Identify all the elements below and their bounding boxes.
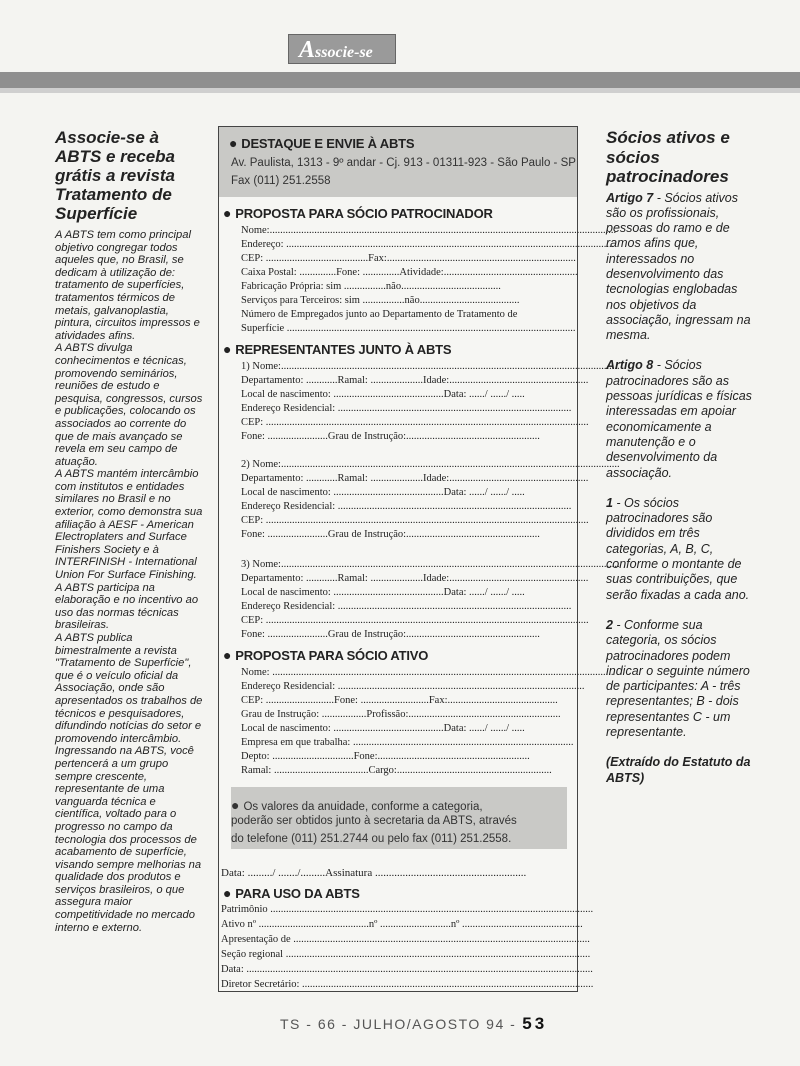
form-field-line[interactable]: Endereço Residencial: ......................................................................................... — [241, 601, 572, 612]
bullet-icon: ● — [231, 797, 240, 813]
right-paragraph: Artigo 8 - Sócios patrocinadores são as pessoas jurídicas e físicas interessadas em apoiar economicamente a manutenção e o desenvolvimento da associação. — [606, 358, 752, 480]
form-field-line[interactable]: Nome: .................................................................................................................................. — [241, 667, 614, 678]
signature-line[interactable]: Data: ........./ ......./.........Assinatura ....................................................... — [221, 867, 527, 879]
annuity-note-line: do telefone (011) 251.2744 ou pelo fax (011) 251.2558. — [231, 833, 512, 845]
form-field-line[interactable]: 2) Nome:................................................................................................................................. — [241, 459, 620, 470]
section-tab-label: ssocie-se — [315, 44, 373, 61]
section-title-sponsor: ● PROPOSTA PARA SÓCIO PATROCINADOR — [223, 205, 493, 221]
form-field-line[interactable]: CEP: .......................................Fax:........................................................................ — [241, 253, 576, 264]
right-title: Sócios ativos e sócios patrocinadores — [606, 128, 730, 186]
bullet-icon: ● — [223, 885, 232, 901]
form-field-line[interactable]: Patrimônio ........................................................................................................................... — [221, 904, 594, 915]
form-field-line[interactable]: Caixa Postal: ..............Fone: ..............Atividade:................................................... — [241, 267, 578, 278]
form-field-line[interactable]: Ramal: ....................................Cargo:........................................................... — [241, 765, 552, 776]
header-bar-light — [0, 88, 800, 93]
left-paragraph: A ABTS participa na elaboração e no incentivo ao uso das normas técnicas brasileiras. — [55, 581, 199, 632]
form-field-line[interactable]: CEP: ........................................................................................................................... — [241, 615, 589, 626]
form-field-line[interactable]: CEP: ........................................................................................................................... — [241, 417, 589, 428]
footer-issue: TS - 66 - JULHO/AGOSTO 94 - — [280, 1016, 517, 1032]
left-title: Associe-se à ABTS e receba grátis a revista Tratamento de Superfície — [55, 128, 176, 223]
page-footer — [280, 1014, 547, 1034]
form-field-line[interactable]: Local de nascimento: ..........................................Data: ....../ ....../ ..... — [241, 389, 525, 400]
form-field-line[interactable]: Endereço Residencial: ......................................................................................... — [241, 501, 572, 512]
form-field-line[interactable]: Grau de Instrução: .................Profissão:.......................................................... — [241, 709, 561, 720]
form-field-line[interactable]: Local de nascimento: ..........................................Data: ....../ ....../ ..... — [241, 723, 525, 734]
right-body — [606, 191, 756, 786]
form-field-line[interactable]: Endereço: ............................................................................................................................. — [241, 239, 615, 250]
bullet-icon: ● — [223, 205, 232, 221]
left-paragraph: A ABTS divulga conhecimentos e técnicas, promovendo seminários, reuniões de estudo e pesquisa, congressos, cursos e publicações, colocando os associados ao corrente do que de mais avançado se revela em seu campo de atuação. — [55, 342, 203, 468]
form-field-line[interactable]: Local de nascimento: ..........................................Data: ....../ ....../ ..... — [241, 487, 525, 498]
form-field-line[interactable]: 3) Nome:................................................................................................................................. — [241, 559, 620, 570]
form-field-line[interactable]: Endereço Residencial: ......................................................................................... — [241, 403, 572, 414]
form-field-line[interactable]: Fone: .......................Grau de Instrução:................................................... — [241, 529, 540, 540]
form-field-line[interactable]: 1) Nome:................................................................................................................................. — [241, 361, 620, 372]
right-column — [606, 128, 756, 801]
form-field-line[interactable]: Data: .................................................................................................................................... — [221, 964, 593, 975]
left-column — [55, 128, 205, 934]
right-source-note: (Extraído do Estatuto da ABTS) — [606, 755, 751, 785]
left-paragraph: A ABTS tem como principal objetivo congregar todos aqueles que, no Brasil, se dedicam à utilização de: tratamento de superfícies, tratamentos térmicos de metais, galvanoplastia, pintura, circuitos impressos e atividades afins. — [55, 229, 200, 342]
form-field-line[interactable]: Fabricação Própria: sim ................não...................................... — [241, 281, 501, 292]
page-number: 53 — [522, 1014, 548, 1033]
form-field-line[interactable]: Empresa em que trabalha: .................................................................................... — [241, 737, 574, 748]
section-title-abts-use: ● PARA USO DA ABTS — [223, 885, 360, 901]
section-title-active-member: ● PROPOSTA PARA SÓCIO ATIVO — [223, 647, 429, 663]
form-field-line[interactable]: CEP: ........................................................................................................................... — [241, 515, 589, 526]
form-field-line[interactable]: Apresentação de ................................................................................................................. — [221, 934, 590, 945]
fax-line: Fax (011) 251.2558 — [231, 175, 331, 187]
form-field-line[interactable]: CEP: ..........................Fone: ..........................Fax:.......................................... — [241, 695, 558, 706]
bullet-icon: ● — [229, 135, 238, 151]
left-body — [55, 229, 205, 934]
header-bar — [0, 72, 800, 88]
form-field-line[interactable]: Diretor Secretário: ............................................................................................................... — [221, 979, 594, 990]
form-field-line[interactable]: Departamento: ............Ramal: ....................Idade:..................................................... — [241, 573, 589, 584]
form-field-line: Número de Empregados junto ao Departamento de Tratamento de — [241, 309, 518, 320]
form-field-line[interactable]: Depto: ...............................Fone:.......................................................... — [241, 751, 530, 762]
annuity-note-line: poderão ser obtidos junto à secretaria da ABTS, através — [231, 815, 517, 827]
section-title-send: ● DESTAQUE E ENVIE À ABTS — [229, 135, 415, 151]
form-field-line[interactable]: Ativo nº ..........................................nº ...........................nº .............................................. — [221, 919, 583, 930]
bullet-icon: ● — [223, 341, 232, 357]
right-paragraph: 2 - Conforme sua categoria, os sócios patrocinadores podem indicar o seguinte número de participantes: A - três representantes; B - dois representantes C - um representante. — [606, 617, 750, 739]
form-field-line[interactable]: Departamento: ............Ramal: ....................Idade:..................................................... — [241, 473, 589, 484]
form-field-line[interactable]: Superfície .............................................................................................................. — [241, 323, 576, 334]
section-tab-initial: A — [299, 37, 316, 63]
form-field-line[interactable]: Nome:.................................................................................................................................... — [241, 225, 617, 236]
form-field-line[interactable]: Local de nascimento: ..........................................Data: ....../ ....../ ..... — [241, 587, 525, 598]
form-field-line[interactable]: Fone: .......................Grau de Instrução:................................................... — [241, 431, 540, 442]
right-paragraph: Artigo 7 - Sócios ativos são os profissionais, pessoas do ramo e de ramos afins que, interessados no desenvolvimento das tecnologias englobadas nos objetivos da associação, ingressam na mesma. — [606, 190, 751, 343]
annuity-note-line: ● Os valores da anuidade, conforme a categoria, — [231, 797, 483, 813]
right-paragraph: 1 - Os sócios patrocinadores são divididos em três categorias, A, B, C, conforme o montante de suas contribuições, que serão fixadas a cada ano. — [606, 495, 750, 602]
section-title-representatives: ● REPRESENTANTES JUNTO À ABTS — [223, 341, 452, 357]
section-tab — [288, 34, 396, 64]
bullet-icon: ● — [223, 647, 232, 663]
form-field-line[interactable]: Departamento: ............Ramal: ....................Idade:..................................................... — [241, 375, 589, 386]
address-line: Av. Paulista, 1313 - 9º andar - Cj. 913 - 01311-923 - São Paulo - SP — [231, 157, 576, 169]
left-paragraph: A ABTS publica bimestralmente a revista "Tratamento de Superfície", que é o veículo oficial da Associação, onde são apresentados os trabalhos de técnicos e pesquisadores, difundindo notícias do setor e promovendo intercâmbio. Ingressando na ABTS, você pertencerá a um grupo sempre crescente, representante de uma vanguarda técnica e científica, voltado para o progresso no campo da tecnologia dos processos de acabamento de superfície, visando sempre melhorias na qualidade dos produtos e serviços brasileiros, o que assegura maior competitividade no mercado interno e externo. — [55, 632, 203, 934]
left-paragraph: A ABTS mantém intercâmbio com institutos e entidades similares no Brasil e no exterior, como demonstra sua afiliação à AESF - American Electroplaters and Surface Finishers Society e à INTERFINISH - International Union For Surface Finishing. — [55, 468, 203, 582]
form-field-line[interactable]: Seção regional .................................................................................................................... — [221, 949, 591, 960]
membership-form — [218, 126, 620, 992]
form-field-line[interactable]: Endereço Residencial: .............................................................................................. — [241, 681, 585, 692]
form-field-line[interactable]: Fone: .......................Grau de Instrução:................................................... — [241, 629, 540, 640]
form-field-line[interactable]: Serviços para Terceiros: sim ................não...................................... — [241, 295, 520, 306]
